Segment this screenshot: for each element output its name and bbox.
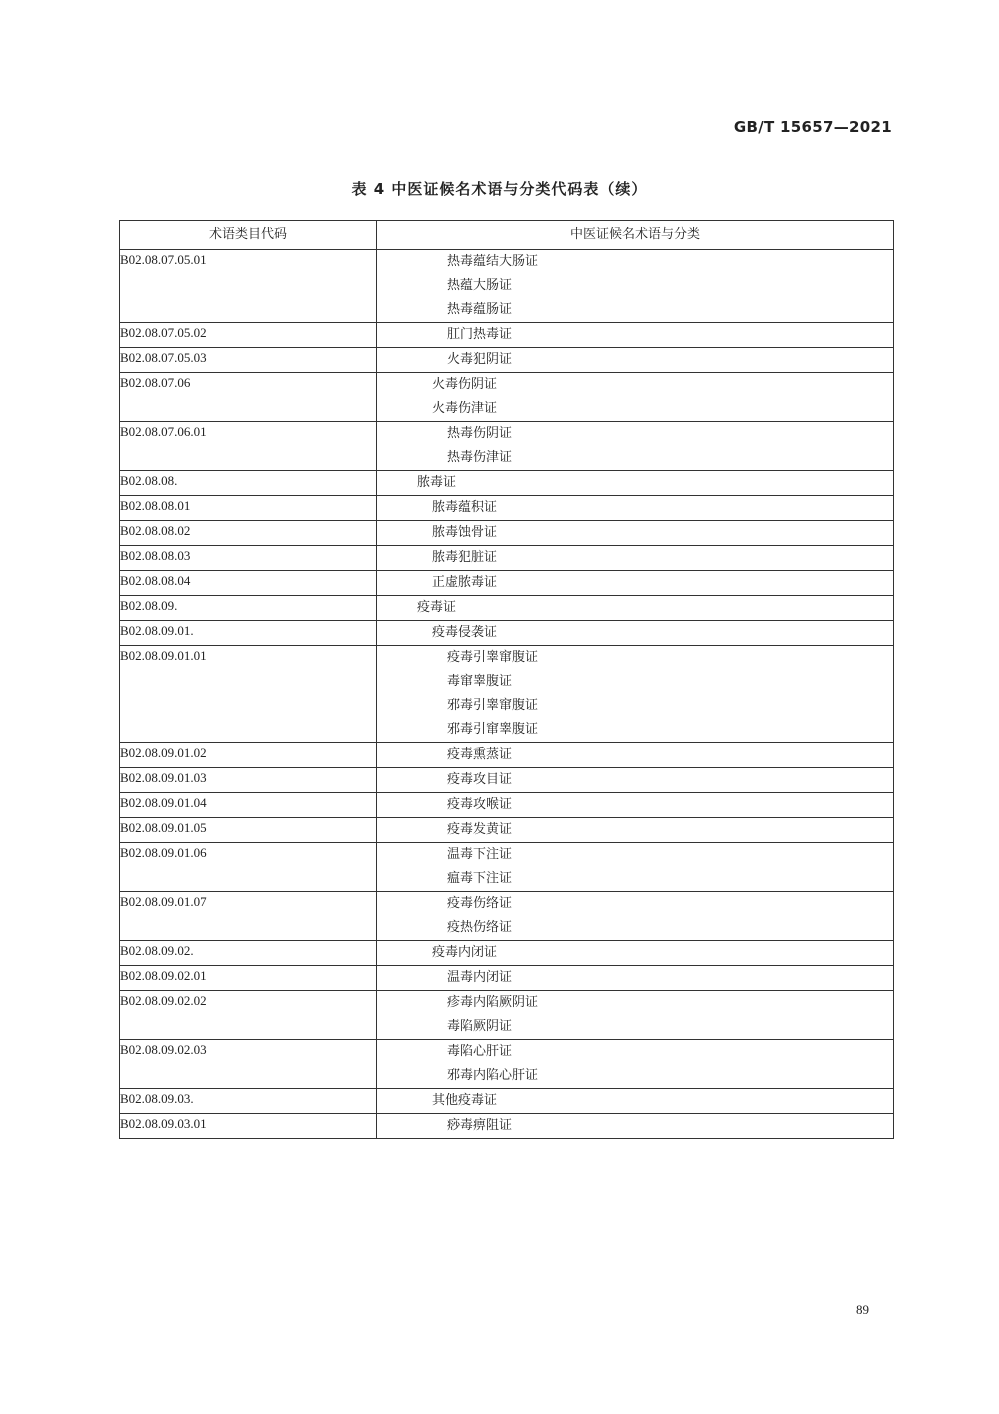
term-code-cell: B02.08.07.06 (120, 373, 377, 422)
term-name: 邪毒引睾窜腹证 (447, 698, 539, 713)
term-name: 疫热伤络证 (447, 920, 513, 935)
table-row (120, 941, 894, 966)
term-code-cell: B02.08.09.02.03 (120, 1040, 377, 1089)
term-name: 疫毒引睾窜腹证 (447, 650, 539, 665)
term-name: 疹毒内陷厥阴证 (447, 995, 539, 1010)
term-names-cell (377, 1040, 894, 1089)
term-names-cell (377, 892, 894, 941)
term-code-cell: B02.08.09.01.02 (120, 743, 377, 768)
term-names-cell (377, 818, 894, 843)
term-names-cell (377, 768, 894, 793)
term-code-cell: B02.08.09.01.05 (120, 818, 377, 843)
table-row (120, 743, 894, 768)
term-code-cell: B02.08.08.01 (120, 496, 377, 521)
term-name: 热蕴大肠证 (447, 278, 513, 293)
term-name: 疫毒攻目证 (447, 772, 513, 787)
term-name: 热毒蕴肠证 (447, 302, 513, 317)
column-header-term: 中医证候名术语与分类 (377, 221, 894, 250)
term-name: 疫毒伤络证 (447, 896, 513, 911)
table-row (120, 323, 894, 348)
table-row (120, 621, 894, 646)
term-name: 疫毒内闭证 (432, 945, 498, 960)
table-row (120, 646, 894, 743)
term-code-cell: B02.08.07.06.01 (120, 422, 377, 471)
term-names-cell (377, 596, 894, 621)
term-names-cell (377, 348, 894, 373)
term-name: 邪毒引窜睾腹证 (447, 722, 539, 737)
term-name: 毒陷心肝证 (447, 1044, 513, 1059)
term-code-cell: B02.08.08.04 (120, 571, 377, 596)
column-header-code: 术语类目代码 (120, 221, 377, 250)
term-names-cell (377, 646, 894, 743)
term-names-cell (377, 1089, 894, 1114)
term-name: 毒陷厥阴证 (447, 1019, 513, 1034)
term-names-cell (377, 373, 894, 422)
term-code-cell: B02.08.09.01.03 (120, 768, 377, 793)
table-row (120, 521, 894, 546)
term-name: 热毒蕴结大肠证 (447, 254, 539, 269)
table-row (120, 1089, 894, 1114)
table-row (120, 1040, 894, 1089)
term-code-cell: B02.08.09.01.04 (120, 793, 377, 818)
term-name: 脓毒蚀骨证 (432, 525, 498, 540)
table-row (120, 966, 894, 991)
term-name: 脓毒犯脏证 (432, 550, 498, 565)
term-code-cell: B02.08.08.02 (120, 521, 377, 546)
term-code-cell: B02.08.09.03.01 (120, 1114, 377, 1139)
term-names-cell (377, 496, 894, 521)
term-name: 热毒伤津证 (447, 450, 513, 465)
term-names-cell (377, 1114, 894, 1139)
term-code-cell: B02.08.09.01. (120, 621, 377, 646)
term-code-cell: B02.08.09.01.07 (120, 892, 377, 941)
table-row (120, 818, 894, 843)
term-code-cell: B02.08.09.02.01 (120, 966, 377, 991)
table-title: 表 4 中医证候名术语与分类代码表（续） (351, 180, 648, 198)
table-row (120, 546, 894, 571)
term-names-cell (377, 941, 894, 966)
term-name: 毒窜睾腹证 (447, 674, 513, 689)
term-code-cell: B02.08.09.03. (120, 1089, 377, 1114)
term-names-cell (377, 422, 894, 471)
term-code-cell: B02.08.09.02.02 (120, 991, 377, 1040)
table-row (120, 348, 894, 373)
table-row (120, 768, 894, 793)
table-row (120, 1114, 894, 1139)
term-name: 脓毒蕴积证 (432, 500, 498, 515)
table-header-row (120, 221, 894, 250)
table-row (120, 843, 894, 892)
table-row (120, 892, 894, 941)
table-row (120, 471, 894, 496)
table-row (120, 991, 894, 1040)
term-name: 痧毒痹阻证 (447, 1118, 513, 1133)
term-name: 疫毒侵袭证 (432, 625, 498, 640)
term-code-cell: B02.08.08. (120, 471, 377, 496)
term-code-cell: B02.08.09.02. (120, 941, 377, 966)
term-names-cell (377, 546, 894, 571)
term-name: 邪毒内陷心肝证 (447, 1068, 539, 1083)
page-number: 89 (856, 1302, 869, 1317)
term-code-cell: B02.08.09.01.01 (120, 646, 377, 743)
term-name: 温毒下注证 (447, 847, 513, 862)
term-name: 热毒伤阴证 (447, 426, 513, 441)
term-names-cell (377, 743, 894, 768)
term-name: 疫毒熏蒸证 (447, 747, 513, 762)
term-names-cell (377, 621, 894, 646)
table-row (120, 571, 894, 596)
term-name: 肛门热毒证 (447, 327, 513, 342)
table-row (120, 596, 894, 621)
term-names-cell (377, 323, 894, 348)
term-name: 其他疫毒证 (432, 1093, 498, 1108)
term-names-cell (377, 843, 894, 892)
term-name: 疫毒攻喉证 (447, 797, 513, 812)
table-row (120, 793, 894, 818)
term-names-cell (377, 966, 894, 991)
table-row (120, 496, 894, 521)
term-names-cell (377, 793, 894, 818)
term-name: 火毒犯阴证 (447, 352, 513, 367)
term-name: 疫毒证 (417, 600, 457, 615)
term-name: 脓毒证 (417, 475, 457, 490)
table-row (120, 422, 894, 471)
term-names-cell (377, 471, 894, 496)
term-code-cell: B02.08.07.05.01 (120, 250, 377, 323)
table-row (120, 373, 894, 422)
term-names-cell (377, 571, 894, 596)
term-name: 正虚脓毒证 (432, 575, 498, 590)
standard-code: GB/T 15657—2021 (733, 118, 892, 136)
term-name: 疫毒发黄证 (447, 822, 513, 837)
term-code-cell: B02.08.08.03 (120, 546, 377, 571)
term-name: 火毒伤津证 (432, 401, 498, 416)
term-name: 瘟毒下注证 (447, 871, 513, 886)
terminology-table (119, 220, 894, 1139)
term-names-cell (377, 521, 894, 546)
term-code-cell: B02.08.07.05.02 (120, 323, 377, 348)
term-name: 温毒内闭证 (447, 970, 513, 985)
table-row (120, 250, 894, 323)
term-names-cell (377, 250, 894, 323)
term-names-cell (377, 991, 894, 1040)
term-code-cell: B02.08.09. (120, 596, 377, 621)
term-name: 火毒伤阴证 (432, 377, 498, 392)
term-code-cell: B02.08.07.05.03 (120, 348, 377, 373)
term-code-cell: B02.08.09.01.06 (120, 843, 377, 892)
